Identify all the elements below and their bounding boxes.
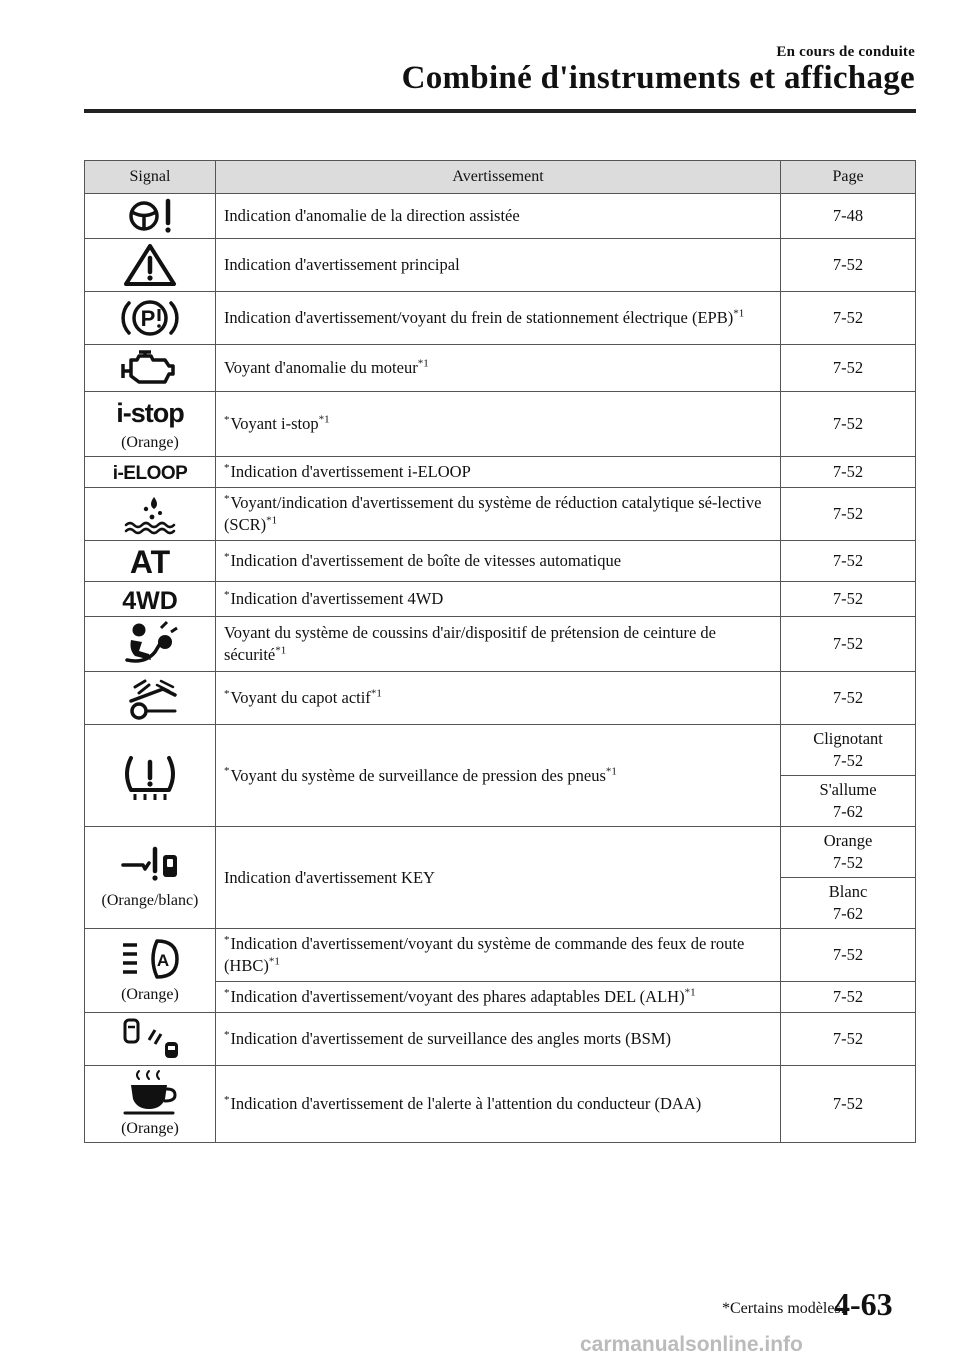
page-ref: 7-52: [832, 589, 864, 608]
table-row: [85, 194, 916, 239]
warning-cell: *Indication d'avertissement de boîte de vitesses automatique: [215, 541, 780, 582]
signal-cell: [85, 725, 216, 827]
i-eloop-icon: [87, 460, 213, 484]
page-title: Combiné d'instruments et affichage: [401, 60, 915, 96]
page-ref-cell: [781, 827, 916, 878]
scr-icon: [87, 491, 213, 537]
page-ref-cell: [781, 457, 916, 488]
watermark: carmanualsonline.info: [580, 1333, 803, 1356]
page-ref: 7-52: [832, 462, 864, 481]
signal-cell: [85, 239, 216, 292]
hbc-icon: [87, 937, 213, 983]
page-ref-cell: [781, 345, 916, 392]
key-warning-icon: [87, 845, 213, 889]
page-ref: 7-52: [832, 308, 864, 327]
warning-text: Indication d'avertissement de surveillance des angles morts (BSM): [230, 1029, 672, 1048]
signal-cell: [85, 929, 216, 1013]
signal-color-note: (Orange/blanc): [101, 891, 199, 909]
svg-text:i-ELOOP: i-ELOOP: [112, 463, 188, 484]
power-steering-malfunction-icon: [87, 197, 213, 235]
4wd-icon: [87, 585, 213, 613]
column-header-page: Page: [781, 161, 916, 194]
signal-cell: [85, 392, 216, 457]
page-ref-cell: [781, 582, 916, 617]
table-row: [85, 725, 916, 776]
warning-cell: Voyant d'anomalie du moteur$^{*1}$: [215, 345, 780, 392]
table-row: [85, 672, 916, 725]
table-row: [85, 582, 916, 617]
svg-text:4WD: 4WD: [122, 587, 178, 613]
signal-cell: [85, 541, 216, 582]
page-ref-cell: [781, 541, 916, 582]
column-header-signal: Signal: [85, 161, 216, 194]
warning-cell: [215, 827, 780, 929]
signal-cell: [85, 488, 216, 541]
table-row: [85, 488, 916, 541]
page-ref: 7-52: [832, 414, 864, 433]
table-row: [85, 541, 916, 582]
page-ref-cell: [781, 1013, 916, 1066]
warning-text: Indication d'anomalie de la direction assistée: [223, 206, 520, 225]
signal-cell: [85, 194, 216, 239]
warning-text: Indication d'avertissement 4WD: [230, 589, 444, 608]
warning-cell: *Indication d'avertissement/voyant du système de commande des feux de route (HBC)$^{*1}$: [215, 929, 780, 982]
active-bonnet-icon: [87, 675, 213, 721]
page-ref-cell: [781, 239, 916, 292]
check-engine-icon: [87, 348, 213, 388]
page-ref: Blanc 7-62: [828, 882, 868, 923]
warning-text: Indication d'avertissement/voyant des phares adaptables DEL (ALH): [230, 987, 685, 1006]
warning-text: Indication d'avertissement principal: [223, 255, 460, 274]
warning-cell: *Indication d'avertissement i-ELOOP: [215, 457, 780, 488]
warning-cell: *Indication d'avertissement de surveillance des angles morts (BSM): [215, 1013, 780, 1066]
svg-text:AT: AT: [129, 544, 171, 578]
table-row: [85, 392, 916, 457]
table-row: [85, 239, 916, 292]
page-ref-cell: [781, 194, 916, 239]
svg-text:A: A: [156, 950, 170, 970]
page-ref: 7-52: [832, 255, 864, 274]
warning-cell: *Voyant i-stop$^{*1}$: [215, 392, 780, 457]
signal-cell: [85, 827, 216, 929]
warning-text: Indication d'avertissement KEY: [223, 867, 435, 887]
header-rule: [84, 109, 916, 113]
page-ref-cell: [781, 488, 916, 541]
warning-cell: Voyant du système de coussins d'air/dispositif de prétension de ceinture de sécurité$^{*1}$: [215, 617, 780, 672]
warning-cell: [215, 194, 780, 239]
warning-text: Indication d'avertissement i-ELOOP: [230, 462, 471, 481]
page-ref: 7-52: [832, 945, 864, 964]
signal-cell: [85, 292, 216, 345]
warning-text: Indication d'avertissement/voyant du système de commande des feux de route (HBC): [223, 934, 745, 975]
warning-text: Voyant du système de surveillance de pression des pneus: [230, 765, 606, 785]
warning-cell: *Voyant du capot actif$^{*1}$: [215, 672, 780, 725]
warning-text: Voyant i-stop: [230, 414, 319, 433]
svg-text:i-stop: i-stop: [116, 398, 184, 428]
table-row: [85, 345, 916, 392]
master-warning-icon: [87, 242, 213, 288]
warning-text: Indication d'avertissement/voyant du frein de stationnement électrique (EPB): [223, 308, 734, 327]
signal-cell: [85, 457, 216, 488]
table-row: [85, 929, 916, 982]
footnote: *Certains modèles.: [722, 1300, 845, 1317]
signal-cell: [85, 345, 216, 392]
page-ref: Orange 7-52: [823, 831, 873, 872]
driver-attention-cup-icon: [87, 1069, 213, 1117]
signal-color-note: (Orange): [121, 1120, 179, 1137]
page-ref: 7-52: [832, 1029, 864, 1048]
warning-text: Voyant du système de coussins d'air/dispositif de prétension de ceinture de sécurité: [223, 623, 717, 664]
electric-parking-brake-icon: [87, 295, 213, 341]
bsm-icon: [87, 1016, 213, 1062]
warning-text: Indication d'avertissement de l'alerte à l'attention du conducteur (DAA): [230, 1094, 702, 1113]
warning-cell: *Indication d'avertissement/voyant des phares adaptables DEL (ALH)$^{*1}$: [215, 982, 780, 1013]
page-ref: 7-52: [832, 688, 864, 707]
page-ref: 7-48: [832, 206, 864, 225]
tire-pressure-icon: [87, 750, 213, 802]
table-row: [85, 827, 916, 878]
table-row: [85, 292, 916, 345]
page-ref-cell: [781, 1066, 916, 1143]
page-ref-cell: [781, 617, 916, 672]
page-ref-cell: [781, 776, 916, 827]
automatic-transmission-icon: [87, 544, 213, 578]
signal-cell: [85, 617, 216, 672]
svg-text:P: P: [140, 306, 156, 331]
warning-cell: *Voyant du système de surveillance de pression des pneus$^{*1}$: [215, 725, 780, 827]
signal-cell: [85, 582, 216, 617]
page-ref-cell: [781, 392, 916, 457]
warning-text: Voyant d'anomalie du moteur: [223, 358, 418, 377]
warning-indicator-table: [84, 160, 916, 1143]
page-ref-cell: [781, 878, 916, 929]
table-header-row: [85, 161, 916, 194]
warning-cell: *Voyant/indication d'avertissement du système de réduction catalytique sé-lective (SCR)$^{*1}$: [215, 488, 780, 541]
page-ref: 7-52: [832, 987, 864, 1006]
table-row: [85, 1013, 916, 1066]
page-ref-cell: [781, 725, 916, 776]
page-ref: Clignotant 7-52: [813, 729, 883, 770]
table-row: [85, 1066, 916, 1143]
section-subtitle: En cours de conduite: [776, 44, 915, 60]
signal-cell: [85, 672, 216, 725]
page-number: 4-63: [834, 1286, 893, 1322]
airbag-icon: [87, 620, 213, 668]
page-ref: 7-52: [832, 504, 864, 523]
page-ref: 7-52: [832, 634, 864, 653]
signal-cell: [85, 1066, 216, 1143]
table-row: [85, 617, 916, 672]
i-stop-icon: [87, 395, 213, 431]
page-ref-cell: [781, 292, 916, 345]
warning-text: Indication d'avertissement de boîte de vitesses automatique: [230, 551, 622, 570]
table-row: [85, 457, 916, 488]
signal-color-note: (Orange): [121, 434, 179, 451]
page-ref: 7-52: [832, 358, 864, 377]
warning-cell: *Indication d'avertissement 4WD: [215, 582, 780, 617]
page-ref: 7-52: [832, 551, 864, 570]
page-ref-cell: [781, 929, 916, 982]
page-ref-cell: [781, 982, 916, 1013]
warning-cell: Indication d'avertissement/voyant du frein de stationnement électrique (EPB)$^{*1}$: [215, 292, 780, 345]
page-ref-cell: [781, 672, 916, 725]
warning-text: Voyant/indication d'avertissement du système de réduction catalytique sé-lective (SCR): [223, 493, 762, 534]
signal-cell: [85, 1013, 216, 1066]
column-header-warning: Avertissement: [215, 161, 780, 194]
signal-color-note: (Orange): [121, 985, 179, 1003]
warning-cell: *Indication d'avertissement de l'alerte à l'attention du conducteur (DAA): [215, 1066, 780, 1143]
warning-cell: [215, 239, 780, 292]
page-ref: S'allume 7-62: [819, 780, 877, 821]
page-ref: 7-52: [832, 1094, 864, 1113]
warning-text: Voyant du capot actif: [230, 688, 371, 707]
